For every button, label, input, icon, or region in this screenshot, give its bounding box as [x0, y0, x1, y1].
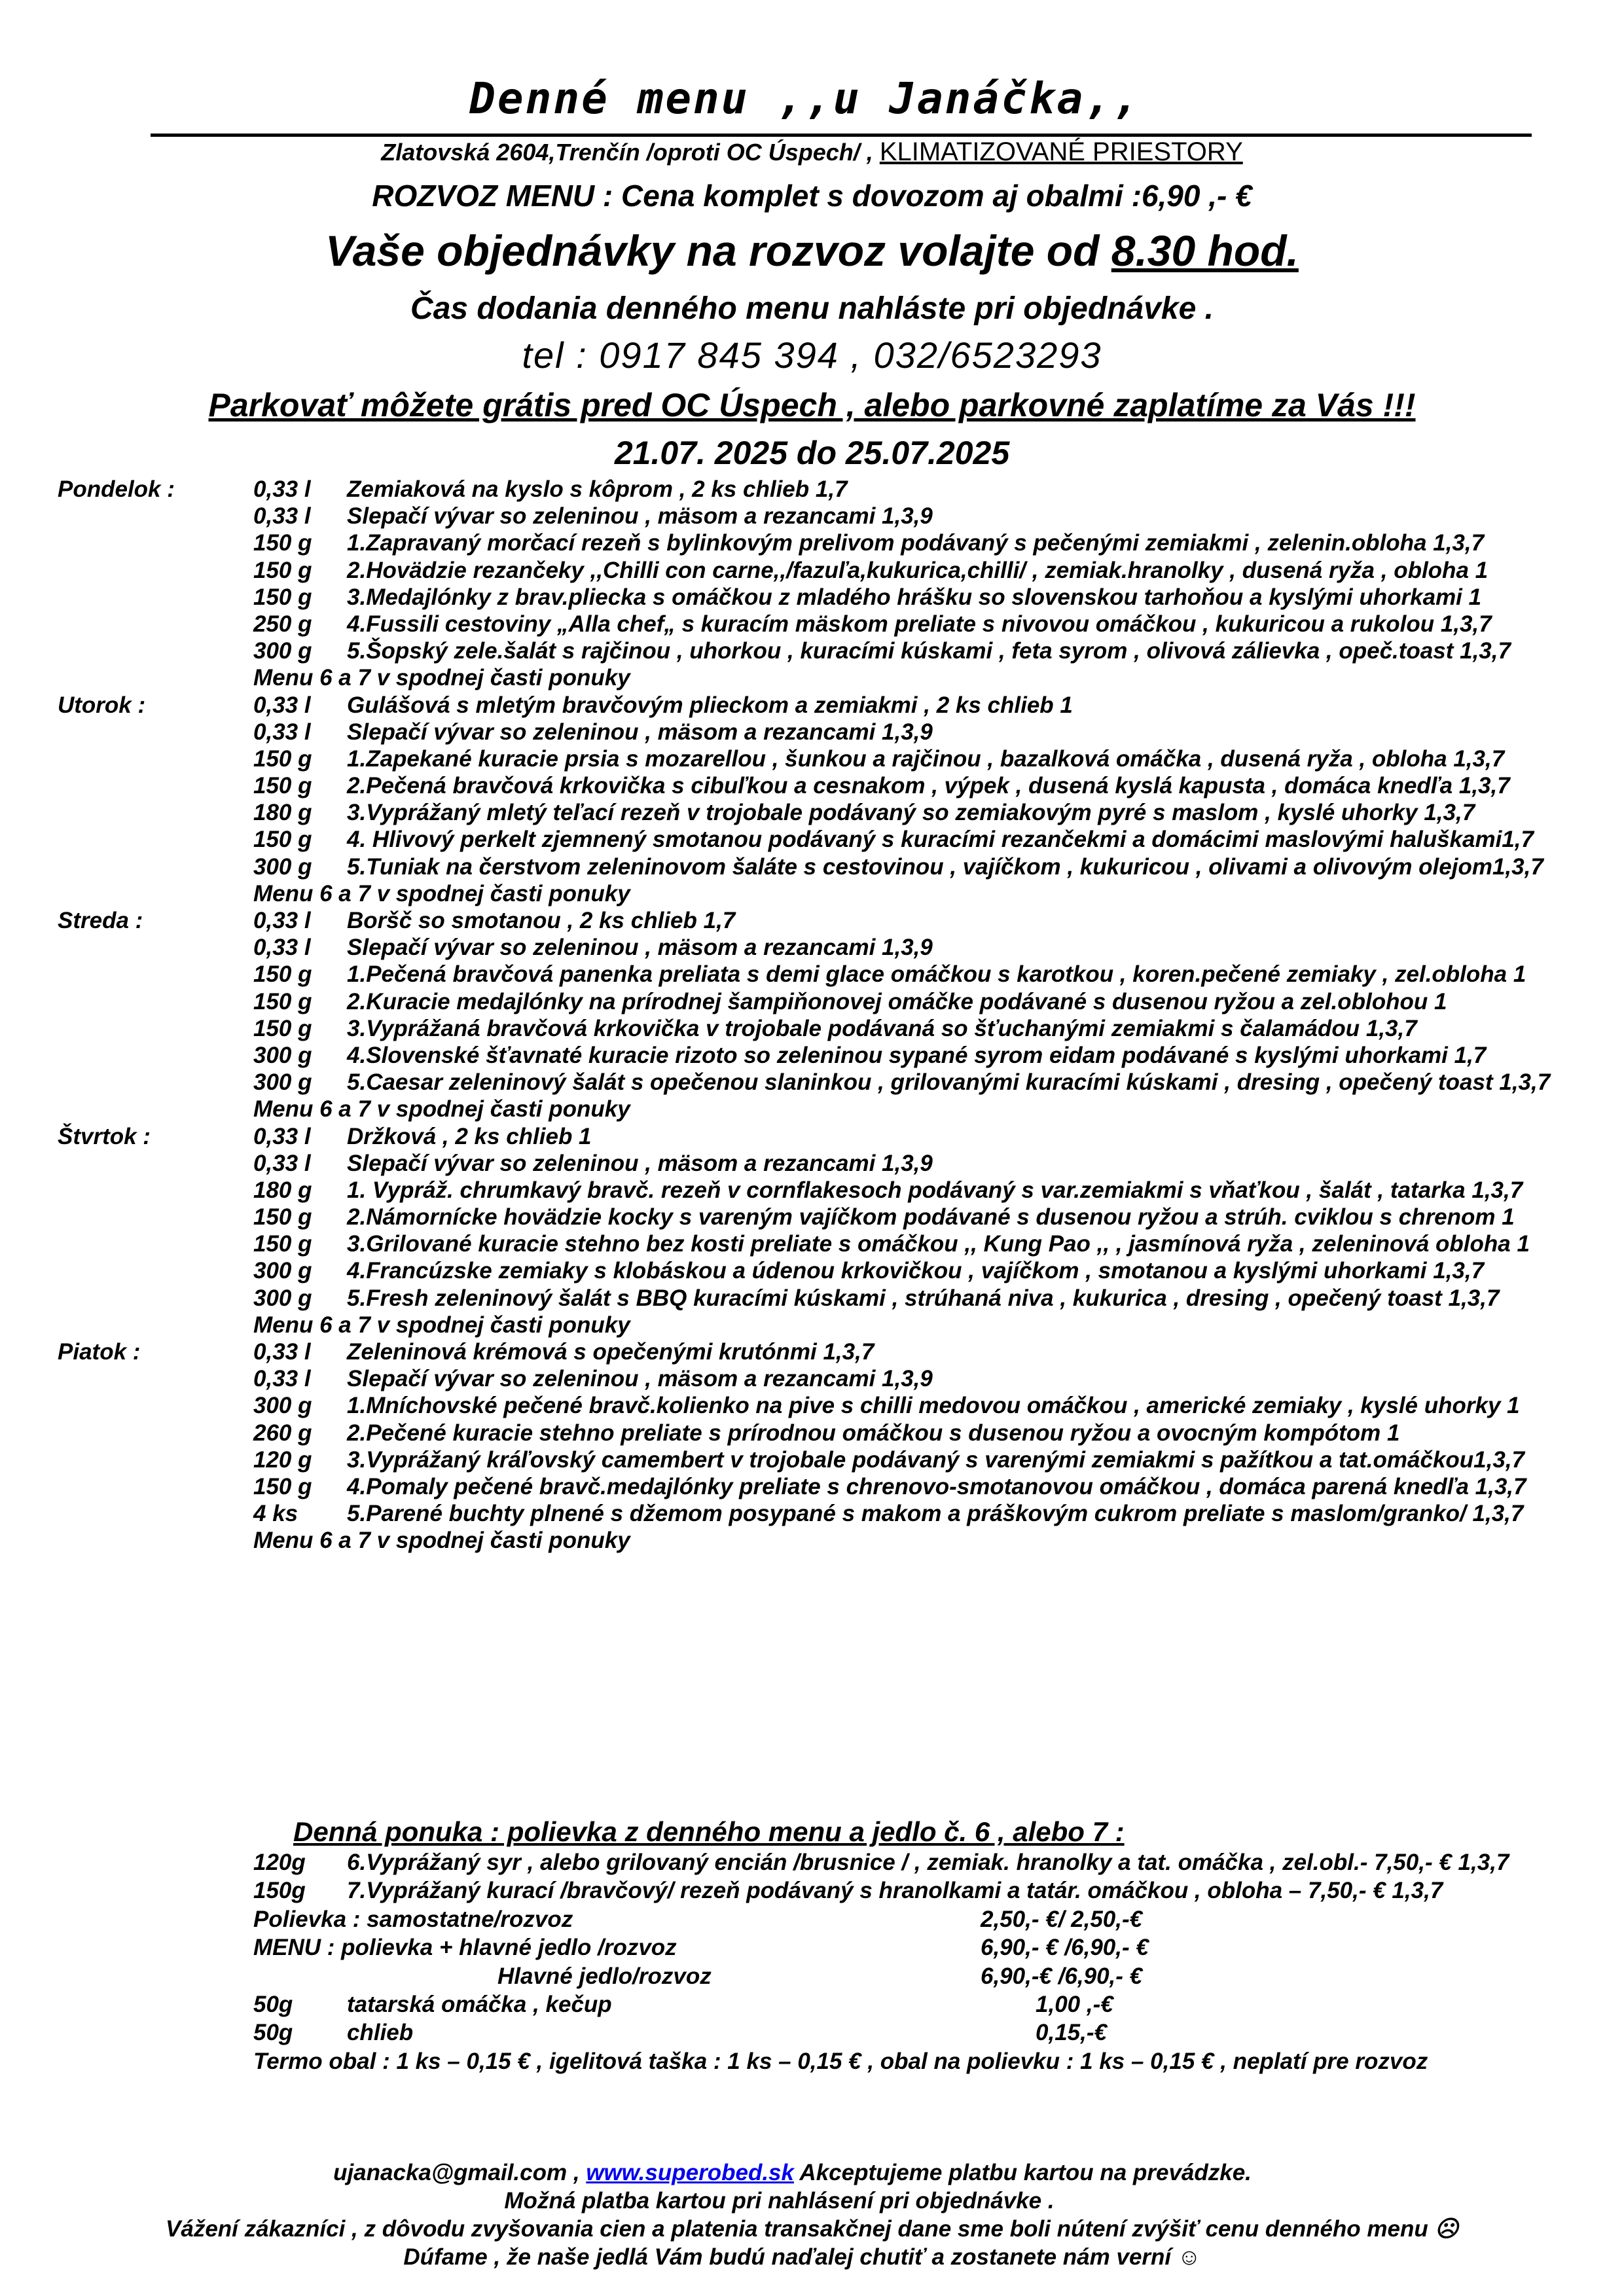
menu-item-row [0, 1285, 1624, 1312]
day-label: Štvrtok : [58, 1123, 151, 1149]
menu-item-row [0, 1258, 1624, 1285]
menu-note: Menu 6 a 7 v spodnej časti ponuky [253, 880, 630, 906]
portion-size: 180 g [253, 1177, 312, 1203]
portion-size: 150 g [253, 745, 312, 772]
day-label: Streda : [58, 908, 143, 933]
menu-item-row [0, 1124, 1624, 1151]
portion-size: 150 g [253, 961, 312, 988]
dish-description: 3.Vyprážaný kráľovský camembert v trojobale podávaný s varenými zemiakmi s pažítkou a tat.omáčkou1,3,7 [347, 1446, 1525, 1473]
portion-size: 150 g [253, 773, 312, 799]
dish-description: 3.Grilované kuracie stehno bez kosti preliate s omáčkou ,, Kung Pao ,, , jasmínová ryža , zeleninová obloha 1 [347, 1231, 1530, 1257]
portion-size: 300 g [253, 1042, 312, 1068]
address-line [0, 137, 1624, 167]
price-value: 6,90,-€ /6,90,- € [981, 1963, 1143, 1989]
card-payment-note: Akceptujeme platbu kartou na prevádzke. [799, 2160, 1252, 2185]
portion-size: 0,33 l [253, 692, 311, 718]
portion-size: 300 g [253, 638, 312, 664]
price-label: Hlavné jedlo/rozvoz [497, 1963, 712, 1989]
address: Zlatovská 2604,Trenčín /oproti OC Úspech/ , [381, 139, 873, 166]
dish-description: 4.Francúzske zemiaky s klobáskou a údenou krkovičkou , vajíčkom , smotanou a kyslými uhorkami 1,3,7 [347, 1258, 1485, 1284]
delivery-price: ROZVOZ MENU : Cena komplet s dovozom aj obalmi :6,90 ,- € [372, 179, 1252, 213]
delivery-time-note: Čas dodania denného menu nahláste pri objednávke . [410, 291, 1214, 326]
menu-item-row [0, 746, 1624, 773]
dish-description: Slepačí vývar so zeleninou , mäsom a rezancami 1,3,9 [347, 1366, 933, 1392]
offer-item [0, 1878, 1624, 1906]
menu-note: Menu 6 a 7 v spodnej časti ponuky [253, 1312, 630, 1338]
menu-item-row [0, 1016, 1624, 1043]
dish-description: 2.Pečená bravčová krkovička s cibuľkou a cesnakom , výpek , dusená kyslá kapusta , domáca knedľa 1,3,7 [347, 773, 1510, 799]
card-payment-note-2: Možná platba kartou pri nahlásení pri objednávke . [504, 2188, 1055, 2214]
portion-size: 180 g [253, 800, 312, 826]
portion-size: 150 g [253, 584, 312, 610]
menu-item-row [0, 800, 1624, 827]
order-hours-time: 8.30 hod. [1111, 226, 1299, 275]
offer-qty: 150g [253, 1878, 306, 1904]
page-title: Denné menu ,,u Janáčka,, [469, 73, 1141, 124]
menu-item-row [0, 1204, 1624, 1231]
menu-item-row [0, 1069, 1624, 1096]
portion-size: 150 g [253, 557, 312, 583]
dish-description: 5.Parené buchty plnené s džemom posypané s makom a práškovým cukrom preliate s maslom/granko/ 1,3,7 [347, 1501, 1524, 1527]
menu-note-row [0, 881, 1624, 908]
extra-value: 1,00 ,-€ [1036, 1991, 1113, 2017]
portion-size: 150 g [253, 1473, 312, 1499]
dish-description: 2.Hovädzie rezančeky ,,Chilli con carne,,/fazuľa,kukurica,chilli/ , zemiak.hranolky , dusená ryža , obloha 1 [347, 557, 1489, 583]
dish-description: 5.Šopský zele.šalát s rajčinou , uhorkou , kuracími kúskami , feta syrom , olivová zálievka , opeč.toast 1,3,7 [347, 638, 1511, 664]
price-row [0, 1964, 1624, 1992]
menu-item-row [0, 1177, 1624, 1204]
menu-item-row [0, 530, 1624, 557]
portion-size: 150 g [253, 1015, 312, 1041]
portion-size: 150 g [253, 1204, 312, 1230]
dish-description: 4. Hlivový perkelt zjemnený smotanou podávaný s kuracími rezančekmi a domácimi maslovými haluškami1,7 [347, 827, 1534, 853]
menu-item-row [0, 1231, 1624, 1258]
air-conditioned-note: KLIMATIZOVANÉ PRIESTORY [879, 137, 1243, 166]
menu-item-row [0, 908, 1624, 935]
price-row [0, 1935, 1624, 1963]
dish-description: Slepačí vývar so zeleninou , mäsom a rezancami 1,3,9 [347, 719, 933, 745]
menu-item-row [0, 476, 1624, 503]
order-hours-prefix: Vaše objednávky na rozvoz volajte od [325, 226, 1100, 275]
menu-item-row [0, 961, 1624, 988]
dish-description: Boršč so smotanou , 2 ks chlieb 1,7 [347, 908, 736, 933]
dish-description: 2.Kuracie medajlónky na prírodnej šampiňonovej omáčke podávané s dusenou ryžou a zel.oblohou 1 [347, 988, 1447, 1014]
menu-note-row [0, 1528, 1624, 1554]
dish-description: 4.Slovenské šťavnaté kuracie rizoto so zeleninou sypané syrom eidam podávané s kyslými uhorkami 1,7 [347, 1042, 1487, 1068]
price-value: 2,50,- €/ 2,50,-€ [981, 1906, 1143, 1932]
menu-note-row [0, 1312, 1624, 1339]
daily-offer-heading: Denná ponuka : polievka z denného menu a jedlo č. 6 , alebo 7 : [293, 1816, 1125, 1847]
dish-description: 3.Medajlónky z brav.pliecka s omáčkou z mladého hrášku so slovenskou tarhoňou a kyslými uhorkami 1 [347, 584, 1482, 610]
portion-size: 0,33 l [253, 1339, 311, 1365]
phone-numbers: tel : 0917 845 394 , 032/6523293 [522, 334, 1102, 376]
dish-description: 1.Zapekané kuracie prsia s mozarellou , šunkou a rajčinou , bazalková omáčka , dusená ryža , obloha 1,3,7 [347, 745, 1505, 772]
parking-note: Parkovať môžete grátis pred OC Úspech , alebo parkovné zaplatíme za Vás !!! [208, 387, 1416, 423]
day-label: Utorok : [58, 692, 146, 718]
extra-qty: 50g [253, 1991, 293, 2017]
dish-description: Slepačí vývar so zeleninou , mäsom a rezancami 1,3,9 [347, 935, 933, 961]
dish-description: 5.Fresh zeleninový šalát s BBQ kuracími kúskami , strúhaná niva , kukurica , dresing , opečený toast 1,3,7 [347, 1285, 1500, 1311]
portion-size: 300 g [253, 853, 312, 880]
dish-description: 5.Caesar zeleninový šalát s opečenou slaninkou , grilovanými kuracími kúskami , dresing , opečený toast 1,3,7 [347, 1069, 1551, 1096]
daily-offer-section [0, 1850, 1624, 2077]
menu-item-row [0, 1474, 1624, 1501]
menu-item-row [0, 1043, 1624, 1069]
menu-item-row [0, 1151, 1624, 1177]
email[interactable]: ujanacka@gmail.com , [333, 2160, 580, 2185]
price-label: Polievka : samostatne/rozvoz [253, 1906, 573, 1932]
contact-line [0, 2160, 1604, 2186]
menu-item-row [0, 503, 1624, 530]
extra-label: chlieb [347, 2020, 414, 2046]
offer-desc: 7.Vyprážaný kurací /bravčový/ rezeň podávaný s hranolkami a tatár. omáčkou , obloha – 7,50,- € 1,3,7 [347, 1878, 1443, 1904]
dish-description: Zeleninová krémová s opečenými krutónmi 1,3,7 [347, 1339, 875, 1365]
menu-note: Menu 6 a 7 v spodnej časti ponuky [253, 665, 630, 691]
portion-size: 0,33 l [253, 1150, 311, 1176]
portion-size: 0,33 l [253, 719, 311, 745]
day-label: Piatok : [58, 1339, 141, 1365]
dish-description: 4.Pomaly pečené bravč.medajlónky preliate s chrenovo-smotanovou omáčkou , domáca parená knedľa 1,3,7 [347, 1473, 1526, 1499]
website-link[interactable]: www.superobed.sk [586, 2160, 794, 2185]
packaging-note [0, 2049, 1624, 2077]
menu-item-row [0, 854, 1624, 881]
price-label: MENU : polievka + hlavné jedlo /rozvoz [253, 1935, 677, 1961]
dish-description: 1.Mníchovské pečené bravč.kolienko na pive s chilli medovou omáčkou , americké zemiaky , kyslé uhorky 1 [347, 1393, 1520, 1419]
dish-description: 4.Fussili cestoviny „Alla chef„ s kuracím mäskom preliate s nivovou omáčkou , kukuricou a rukolou 1,3,7 [347, 611, 1492, 637]
daily-menu-list [0, 476, 1624, 1555]
dish-description: 1.Zapravaný morčací rezeň s bylinkovým prelivom podávaný s pečenými zemiakmi , zelenin.obloha 1,3,7 [347, 530, 1485, 556]
portion-size: 300 g [253, 1285, 312, 1311]
portion-size: 0,33 l [253, 476, 311, 502]
menu-item-row [0, 1339, 1624, 1366]
menu-item-row [0, 989, 1624, 1016]
portion-size: 150 g [253, 827, 312, 853]
menu-item-row [0, 1447, 1624, 1474]
menu-note: Menu 6 a 7 v spodnej časti ponuky [253, 1096, 630, 1122]
extra-label: tatarská omáčka , kečup [347, 1991, 612, 2017]
price-increase-notice: Vážení zákazníci , z dôvodu zvyšovania cien a platenia transakčnej dane sme boli nútení zvýšiť cenu denného menu ☹ [166, 2216, 1458, 2242]
menu-item-row [0, 611, 1624, 638]
menu-note: Menu 6 a 7 v spodnej časti ponuky [253, 1528, 630, 1554]
menu-item-row [0, 558, 1624, 584]
portion-size: 0,33 l [253, 503, 311, 529]
extra-qty: 50g [253, 2020, 293, 2046]
menu-item-row [0, 719, 1624, 746]
portion-size: 150 g [253, 988, 312, 1014]
offer-item [0, 1850, 1624, 1878]
menu-item-row [0, 1393, 1624, 1420]
dish-description: 1.Pečená bravčová panenka preliata s demi glace omáčkou s karotkou , koren.pečené zemiaky , zel.obloha 1 [347, 961, 1526, 988]
menu-item-row [0, 827, 1624, 853]
dish-description: 3.Vyprážaná bravčová krkovička v trojobale podávaná so šťuchanými zemiakmi s čalamádou 1,3,7 [347, 1015, 1417, 1041]
menu-item-row [0, 1501, 1624, 1528]
extra-value: 0,15,-€ [1036, 2020, 1107, 2046]
portion-size: 0,33 l [253, 935, 311, 961]
portion-size: 150 g [253, 1231, 312, 1257]
menu-item-row [0, 584, 1624, 611]
portion-size: 4 ks [253, 1501, 298, 1527]
menu-item-row [0, 638, 1624, 665]
dish-description: Slepačí vývar so zeleninou , mäsom a rezancami 1,3,9 [347, 503, 933, 529]
portion-size: 0,33 l [253, 908, 311, 933]
dish-description: Slepačí vývar so zeleninou , mäsom a rezancami 1,3,9 [347, 1150, 933, 1176]
menu-item-row [0, 692, 1624, 719]
dish-description: 1. Vypráž. chrumkavý bravč. rezeň v cornflakesoch podávaný s var.zemiakmi s vňaťkou , šalát , tatarka 1,3,7 [347, 1177, 1523, 1203]
menu-note-row [0, 665, 1624, 692]
dish-description: Zemiaková na kyslo s kôprom , 2 ks chlieb 1,7 [347, 476, 848, 502]
portion-size: 300 g [253, 1393, 312, 1419]
portion-size: 120 g [253, 1446, 312, 1473]
portion-size: 250 g [253, 611, 312, 637]
menu-item-row [0, 1420, 1624, 1447]
dish-description: 3.Vyprážaný mletý teľací rezeň v trojobale podávaný so zemiakovým pyré s maslom , kyslé uhorky 1,3,7 [347, 800, 1475, 826]
packaging-text: Termo obal : 1 ks – 0,15 € , igelitová taška : 1 ks – 0,15 € , obal na polievku : 1 ks – 0,15 € , neplatí pre rozvoz [253, 2048, 1428, 2074]
portion-size: 0,33 l [253, 1366, 311, 1392]
extra-row [0, 2020, 1624, 2048]
extra-row [0, 1992, 1624, 2020]
order-hours [0, 226, 1624, 276]
dish-description: Gulášová s mletým bravčovým plieckom a zemiakmi , 2 ks chlieb 1 [347, 692, 1073, 718]
portion-size: 0,33 l [253, 1123, 311, 1149]
date-range: 21.07. 2025 do 25.07.2025 [614, 435, 1010, 471]
portion-size: 150 g [253, 530, 312, 556]
menu-item-row [0, 1366, 1624, 1393]
menu-item-row [0, 773, 1624, 800]
portion-size: 300 g [253, 1069, 312, 1096]
portion-size: 260 g [253, 1420, 312, 1446]
dish-description: 2.Námornícke hovädzie kocky s vareným vajíčkom podávané s dusenou ryžou a strúh. cviklou s chrenom 1 [347, 1204, 1515, 1230]
portion-size: 300 g [253, 1258, 312, 1284]
dish-description: Držková , 2 ks chlieb 1 [347, 1123, 592, 1149]
price-row [0, 1907, 1624, 1935]
dish-description: 5.Tuniak na čerstvom zeleninovom šaláte s cestovinou , vajíčkom , kukuricou , olivami a olivovým olejom1,3,7 [347, 853, 1543, 880]
offer-qty: 120g [253, 1850, 306, 1875]
offer-desc: 6.Vyprážaný syr , alebo grilovaný encián /brusnice / , zemiak. hranolky a tat. omáčka , zel.obl.- 7,50,- € 1,3,7 [347, 1850, 1509, 1875]
dish-description: 2.Pečené kuracie stehno preliate s prírodnou omáčkou s dusenou ryžou a ovocným kompótom 1 [347, 1420, 1400, 1446]
menu-item-row [0, 935, 1624, 961]
price-value: 6,90,- € /6,90,- € [981, 1935, 1149, 1961]
title-divider [151, 134, 1532, 137]
day-label: Pondelok : [58, 476, 175, 502]
menu-note-row [0, 1096, 1624, 1123]
closing-note: Dúfame , že naše jedlá Vám budú naďalej chutiť a zostanete nám verní ☺ [403, 2244, 1201, 2270]
